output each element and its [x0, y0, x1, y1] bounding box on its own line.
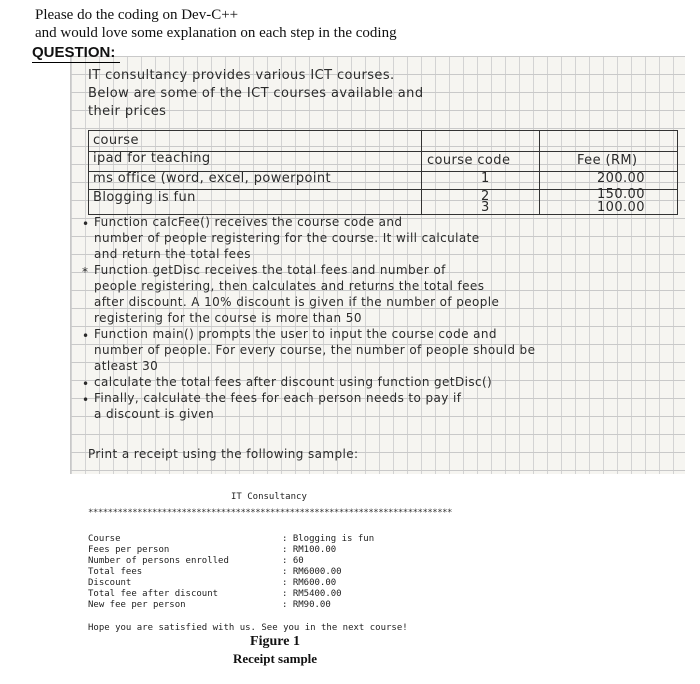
table-divider: [421, 131, 422, 214]
table-divider: [539, 131, 540, 214]
intro-line-1: Please do the coding on Dev-C++: [35, 7, 239, 23]
requirement-line: Function main() prompts the user to input the course code and: [94, 327, 497, 341]
bullet-marker: *: [82, 265, 89, 279]
requirement-line: registering for the course is more than 50: [94, 311, 362, 325]
table-cell: Blogging is fun: [93, 190, 196, 205]
print-instruction: Print a receipt using the following sample:: [88, 447, 359, 461]
receipt-label: Course: [88, 534, 121, 544]
receipt-title: IT Consultancy: [231, 492, 307, 502]
table-cell: 100.00: [597, 200, 645, 215]
note-line: IT consultancy provides various ICT courses.: [88, 68, 395, 83]
intro-line-2: and would love some explanation on each step in the coding: [35, 25, 397, 41]
requirement-line: atleast 30: [94, 359, 159, 373]
receipt-value: : Blogging is fun: [282, 534, 375, 544]
requirement-line: calculate the total fees after discount using function getDisc(): [94, 375, 493, 389]
receipt-value: : RM6000.00: [282, 567, 342, 577]
receipt-label: Fees per person: [88, 545, 170, 555]
receipt-label: New fee per person: [88, 600, 186, 610]
receipt-value: : RM100.00: [282, 545, 337, 555]
table-header-code: course code: [427, 153, 511, 168]
receipt-value: : RM600.00: [282, 578, 337, 588]
receipt-footer: Hope you are satisfied with us. See you in the next course!: [88, 623, 408, 633]
requirement-line: number of people. For every course, the number of people should be: [94, 343, 536, 357]
receipt-value: : 60: [282, 556, 304, 566]
receipt-value: : RM5400.00: [282, 589, 342, 599]
table-cell: 2: [481, 189, 490, 204]
question-label: QUESTION:: [32, 44, 116, 61]
note-line: Below are some of the ICT courses available and: [88, 86, 424, 101]
requirement-line: Function getDisc receives the total fees and number of: [94, 263, 446, 277]
figure-label: Figure 1: [250, 634, 300, 649]
table-cell: 200.00: [597, 171, 645, 186]
receipt-label: Total fee after discount: [88, 589, 219, 599]
intro-text: [35, 6, 397, 42]
receipt-label: Number of persons enrolled: [88, 556, 229, 566]
table-cell: 3: [481, 200, 490, 215]
receipt-value: : RM90.00: [282, 600, 331, 610]
bullet-marker: •: [82, 393, 90, 407]
requirement-line: Finally, calculate the fees for each person needs to pay if: [94, 391, 462, 405]
requirement-line: number of people registering for the course. It will calculate: [94, 231, 480, 245]
table-cell: ipad for teaching: [93, 151, 211, 166]
requirement-line: a discount is given: [94, 407, 215, 421]
table-header-course: course: [93, 133, 139, 148]
requirement-line: and return the total fees: [94, 247, 251, 261]
bullet-marker: •: [82, 217, 90, 231]
receipt-separator: **************************************************************************: [88, 508, 452, 518]
table-cell: 150.00: [597, 187, 645, 202]
figure-caption: Receipt sample: [232, 651, 318, 666]
receipt-label: Total fees: [88, 567, 143, 577]
table-cell: ms office (word, excel, powerpoint: [93, 171, 332, 186]
table-header-fee: Fee (RM): [577, 153, 638, 168]
note-line: their prices: [88, 104, 167, 119]
table-cell: 1: [481, 171, 490, 186]
requirement-line: Function calcFee() receives the course code and: [94, 215, 403, 229]
question-underline: [32, 62, 120, 63]
bullet-marker: •: [82, 329, 90, 343]
requirement-line: after discount. A 10% discount is given if the number of people: [94, 295, 500, 309]
receipt-label: Discount: [88, 578, 132, 588]
bullet-marker: •: [82, 377, 90, 391]
requirement-line: people registering, then calculates and returns the total fees: [94, 279, 485, 293]
course-table: [88, 130, 678, 215]
